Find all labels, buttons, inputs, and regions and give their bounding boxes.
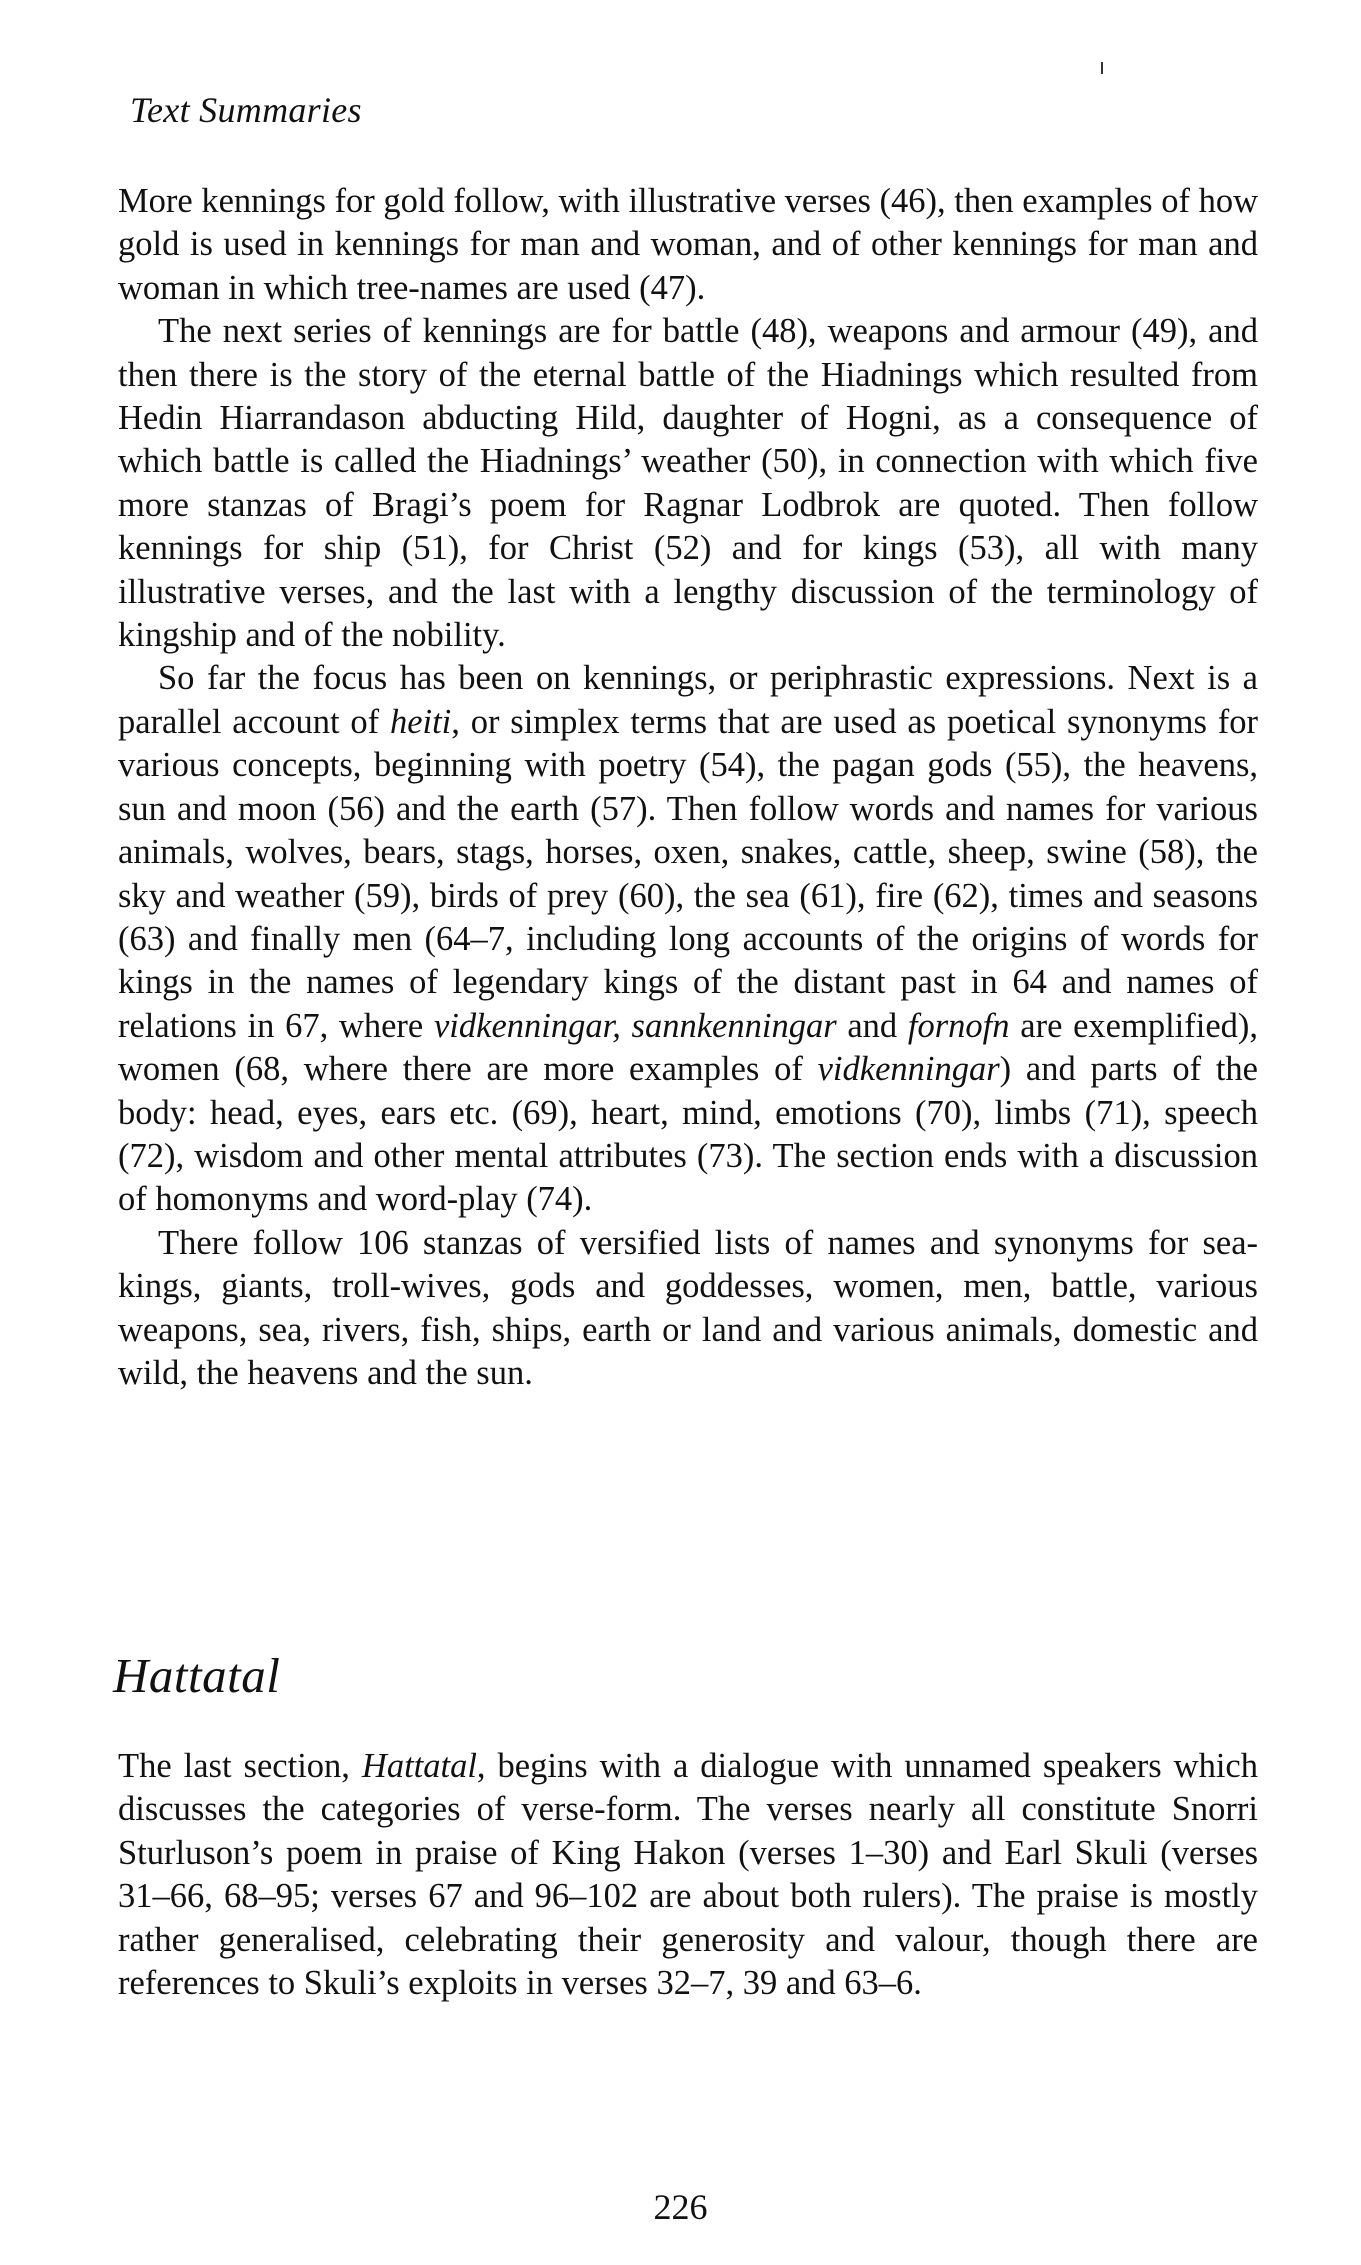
paragraph-heiti [118, 657, 1258, 1221]
running-head: Text Summaries [130, 90, 362, 130]
paragraph-versified-lists: There follow 106 stanzas of versified lists of names and synonyms for sea-kings, giants, troll-wives, gods and goddesses, women, men, battle, various weapons, sea, rivers, fish, ships, earth or land and various animals, domestic and wild, the heavens and the sun. [118, 1223, 1258, 1392]
hattatal-text-block [118, 1745, 1258, 2005]
fornofn-term: fornofn [907, 1006, 1010, 1045]
paragraph-battle-kennings: The next series of kennings are for battle (48), weapons and armour (49), and then there is the story of the eternal battle of the Hiadnings which resulted from Hedin Hiarrandason abducting Hild, daughter of Hogni, as a consequence of which battle is called the Hiadnings’ weather (50), in connection with which five more stanzas of Bragi’s poem for Ragnar Lodbrok are quoted. Then follow kennings for ship (51), for Christ (52) and for kings (53), all with many illustrative verses, and the last with a lengthy discussion of the terminology of kingship and of the nobility. [118, 312, 1258, 655]
section-heading-hattatal: Hattatal [113, 1648, 281, 1703]
heiti-text-4: are exemplified), women (68, where there are more examples of [118, 1006, 1258, 1089]
vidkenningar-term: vidkenningar [817, 1050, 1000, 1089]
heiti-text-5: ) and parts of the body: head, eyes, ears etc. (69), heart, mind, emotions (70), limbs (71), speech (72), wisdom and other mental attributes (73). The section ends with a discussion of homonyms and word-play (74). [118, 1050, 1258, 1219]
stray-print-mark [1101, 62, 1103, 74]
page-number: 226 [653, 2187, 708, 2227]
heiti-term: heiti [389, 702, 452, 741]
heiti-text-2: , or simplex terms that are used as poetical synonyms for various concepts, beginning with poetry (54), the pagan gods (55), the heavens, sun and moon (56) and the earth (57). Then follow words and names for various animals, wolves, bears, stags, horses, oxen, snakes, cattle, sheep, swine (58), the sky and weather (59), birds of prey (60), the sea (61), fire (62), times and seasons (63) and finally men (64–7, including long accounts of the origins of words for kings in the names of legendary kings of the distant past in 64 and names of relations in 67, where [118, 702, 1258, 1045]
paragraph-hattatal [118, 1745, 1258, 2005]
hattatal-text-2: , begins with a dialogue with unnamed speakers which discusses the categories of verse-form. The verses nearly all constitute Snorri Sturluson’s poem in praise of King Hakon (verses 1–30) and Earl Skuli (verses 31–66, 68–95; verses 67 and 96–102 are about both rulers). The praise is mostly rather generalised, celebrating their generosity and valour, though there are references to Skuli’s exploits in verses 32–7, 39 and 63–6. [118, 1747, 1258, 2003]
heiti-text-1: So far the focus has been on kennings, or periphrastic expressions. Next is a parallel account of [118, 659, 1258, 741]
vidkenningar-sannkenningar-terms: vidkenningar, sannkenningar [433, 1006, 837, 1045]
summary-text-block [118, 180, 1258, 1395]
heiti-text-3: and [836, 1006, 908, 1045]
hattatal-text-1: The last section, [118, 1747, 362, 1785]
hattatal-title-italic: Hattatal [361, 1747, 477, 1785]
paragraph-gold-kennings: More kennings for gold follow, with illustrative verses (46), then examples of how gold is used in kennings for man and woman, and of other kennings for man and woman in which tree-names are used (47). [118, 182, 1258, 307]
